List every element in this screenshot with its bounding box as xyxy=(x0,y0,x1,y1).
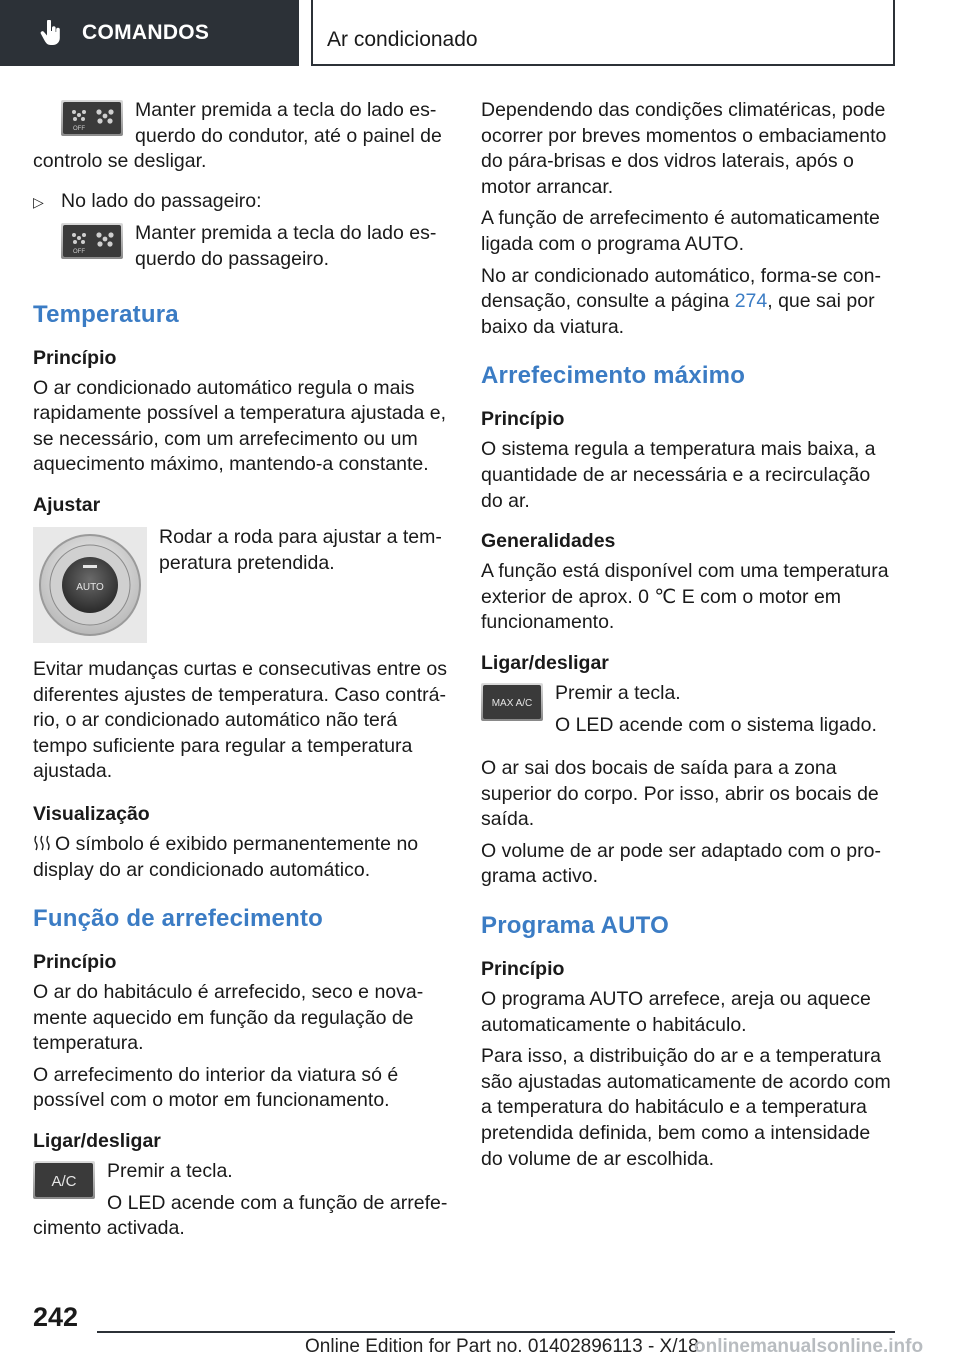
ac-label: A/C xyxy=(51,1173,77,1191)
heading-programa-auto: Programa AUTO xyxy=(481,912,669,940)
ac-led: O LED acende com a função de arrefecimento activada. xyxy=(33,1191,448,1240)
driver-off-row xyxy=(33,98,448,181)
generalidades-text: A função está disponível com uma temperatura exterior de aprox. 0 ℃ E com o motor em funcionamento. xyxy=(481,560,889,634)
subheading-auto-principio: Princípio xyxy=(481,958,565,981)
max-principio-text: O sistema regula a temperatura mais baixa, a quantidade de ar necessária e a recirculação do ar. xyxy=(481,438,876,512)
bullet-text: No lado do passageiro: xyxy=(61,189,262,212)
wheel-auto-label: AUTO xyxy=(76,581,104,593)
ac-premir: Premir a tecla. xyxy=(107,1160,233,1183)
right-p3-b: , que sai por baixo da viatura. xyxy=(481,290,875,338)
heading-arrefecimento-maximo: Arrefecimento máximo xyxy=(481,362,746,390)
heading-temperatura: Temperatura xyxy=(33,300,179,328)
passenger-bullet xyxy=(33,189,448,216)
heading-funcao: Função de arrefecimento xyxy=(33,905,324,933)
footer-rule xyxy=(97,1331,895,1333)
right-p3-a: No ar condicionado automático, forma-se condensação, consulte a página xyxy=(481,264,881,313)
subheading-principio: Princípio xyxy=(33,346,117,369)
subheading-ligar-desligar-max: Ligar/desligar xyxy=(481,651,609,674)
cooling-symbol-icon xyxy=(33,834,51,852)
off-fan-button-image xyxy=(61,100,123,136)
temp-principio-text: O ar condicionado automático regula o mais rapidamente possível a temperatura ajustada e, se necessário, com um arrefecimento ou um aquecimento máximo, mantendo-a constante. xyxy=(33,376,446,476)
watermark: onlinemanualsonline.info xyxy=(694,1336,924,1357)
right-p3 xyxy=(481,264,896,341)
right-column xyxy=(481,98,896,1178)
max-ac-button-image xyxy=(481,683,543,721)
section-label: COMANDOS xyxy=(82,21,210,44)
hand-pointer-icon xyxy=(40,20,62,46)
subheading-generalidades: Generalidades xyxy=(481,530,616,553)
bullet-triangle-icon: ▷ xyxy=(33,193,44,210)
section-tab xyxy=(0,0,299,66)
ajustar-row xyxy=(33,525,448,643)
page-number: 242 xyxy=(33,1302,79,1332)
funcao-p2: O arrefecimento do interior da viatura só é possível com o motor em funcionamento. xyxy=(33,1063,399,1112)
auto-p2: Para isso, a distribuição do ar e a temperatura são ajustadas automaticamente de acordo com a temperatura do habitáculo e a temperatura pretendida definida, bem como a intensidade do volume de ar escolhida. xyxy=(481,1045,891,1170)
svg-text:OFF: OFF xyxy=(73,249,85,256)
left-column xyxy=(33,98,448,1248)
evitar-text: Evitar mudanças curtas e consecutivas entre os diferentes ajustes de temperatura. Caso contrário, o ar condicionado automático não terá tempo suficiente para regular a temperatura ajustada. xyxy=(33,657,448,783)
subheading-visualizacao: Visualização xyxy=(33,802,150,825)
ajustar-text: Rodar a roda para ajustar a temperatura pretendida. xyxy=(159,525,442,574)
right-p5: O volume de ar pode ser adaptado com o programa activo. xyxy=(481,839,881,888)
subheading-ajustar: Ajustar xyxy=(33,493,101,516)
passenger-off-row xyxy=(33,221,448,278)
funcao-p1: O ar do habitáculo é arrefecido, seco e novamente aquecido em função da regulação de temperatura. xyxy=(33,981,424,1055)
ac-button-image xyxy=(33,1161,95,1199)
visualizacao-text xyxy=(33,832,448,883)
right-p4: O ar sai dos bocais de saída para a zona superior do corpo. Por isso, abrir os bocais de saída. xyxy=(481,757,879,831)
subheading-funcao-principio: Princípio xyxy=(33,951,117,974)
off-fan-button-image xyxy=(61,223,123,259)
chapter-title: Ar condicionado xyxy=(327,28,478,51)
temperature-wheel-image xyxy=(33,527,147,643)
driver-off-text: Manter premida a tecla do lado esquerdo do condutor, até o painel de controlo se desligar. xyxy=(33,99,442,173)
right-p2: A função de arrefecimento é automaticamente ligada com o programa AUTO. xyxy=(481,207,880,255)
auto-p1: O programa AUTO arrefece, areja ou aquece automaticamente o habitáculo. xyxy=(481,988,871,1036)
edition-text: Online Edition for Part no. 01402896113 - X/18 xyxy=(305,1336,699,1357)
max-ac-label: MAX A/C xyxy=(491,697,533,709)
page-header xyxy=(0,0,960,66)
svg-text:OFF: OFF xyxy=(73,126,85,132)
maxac-row xyxy=(481,681,896,744)
ac-row xyxy=(33,1159,448,1248)
right-p1: Dependendo das condições climatéricas, pode ocorrer por breves momentos o embaciamento do pára-brisas e dos vidros laterais, após o motor arrancar. xyxy=(481,99,887,198)
passenger-off-text: Manter premida a tecla do lado esquerdo do passageiro. xyxy=(135,222,437,270)
subheading-ligar-desligar: Ligar/desligar xyxy=(33,1130,161,1153)
page-link-274[interactable]: 274 xyxy=(734,290,768,313)
maxac-premir: Premir a tecla. xyxy=(555,681,681,704)
maxac-led: O LED acende com o sistema ligado. xyxy=(555,713,877,736)
chapter-title-box xyxy=(311,0,895,66)
subheading-max-principio: Princípio xyxy=(481,408,565,431)
visualizacao-text-content: O símbolo é exibido permanentemente no display do ar condicionado automático. xyxy=(33,832,419,881)
